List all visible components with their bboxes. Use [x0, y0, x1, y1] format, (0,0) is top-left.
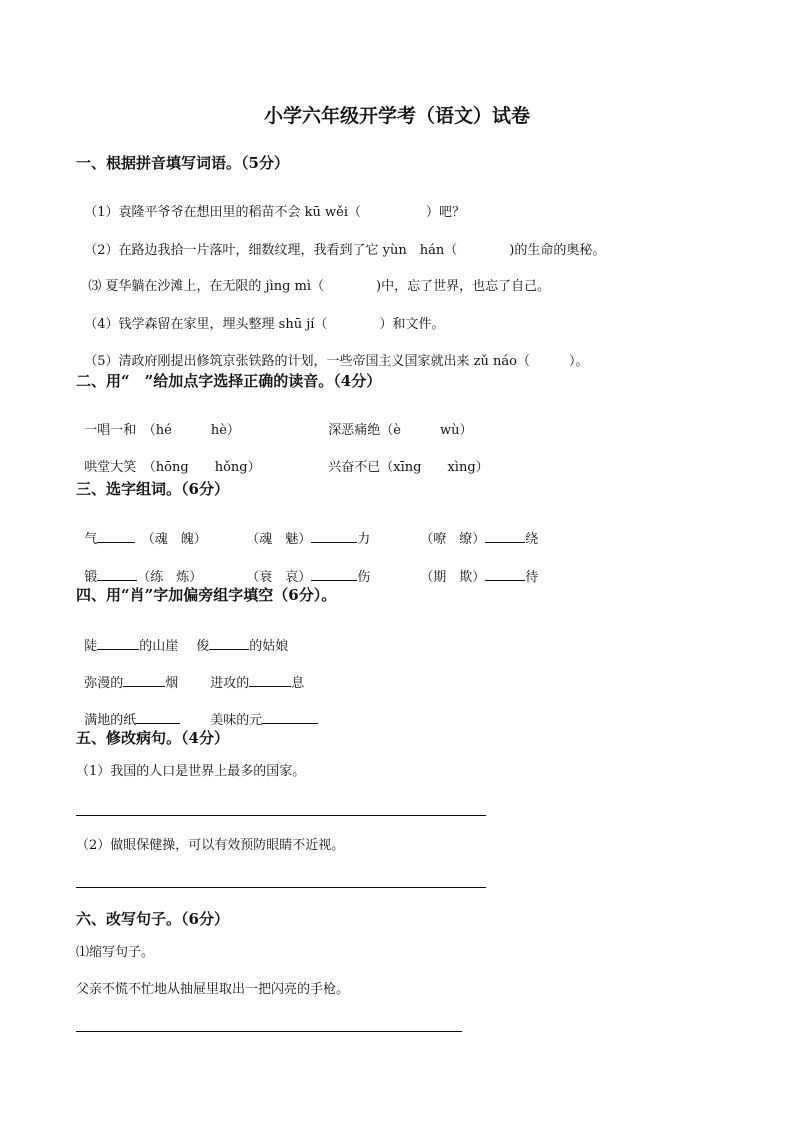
s3-r1-options-2: （魂 魅） [246, 532, 312, 547]
s2-item-2-options[interactable]: （è wù） [380, 423, 473, 438]
s3-r1-char: 气 [84, 532, 98, 547]
s1-item-3-text: ⑶ 夏华躺在沙滩上，在无限的 jìng mì（ [88, 279, 325, 294]
s2-item-1-options[interactable]: （hé hè） [149, 423, 240, 438]
s4-row1-item-1 [76, 620, 178, 655]
s3-row1-item-2 [238, 513, 370, 548]
s1-item-2-end: )的生命的奥秘。 [509, 243, 606, 258]
s4-r2-pre-2: 进攻的 [210, 676, 250, 691]
s1-item-1 [76, 189, 465, 221]
s4-row2-item-2 [202, 657, 304, 692]
s6-sentence: 父亲不慌不忙地从抽屉里取出一把闪亮的手枪。 [76, 982, 350, 997]
s6-answer-line[interactable] [76, 1031, 462, 1032]
s3-row2-item-3 [412, 551, 538, 586]
s5-item-1: （1）我国的人口是世界上最多的国家。 [76, 764, 306, 779]
s1-item-5-answer[interactable] [530, 354, 569, 369]
s3-r2-options-3: （期 欺） [420, 570, 486, 585]
s3-row1-item-1 [76, 513, 207, 548]
s1-item-3 [80, 263, 550, 295]
s3-row1-item-3 [412, 513, 538, 548]
section-5-heading: 五、修改病句。（4分） [76, 729, 229, 747]
s4-r3-pre-1: 满地的纸 [84, 713, 137, 728]
s4-r2-blank-2[interactable] [249, 673, 291, 687]
s3-r2-blank-3[interactable] [485, 567, 525, 581]
s3-row2-item-2 [238, 551, 370, 586]
s1-item-1-end: ）吧？ [426, 205, 466, 220]
section-4-heading: 四、用“肖”字加偏旁组字填空（6分）。 [76, 586, 337, 604]
s3-r1-options-1: （魂 魄） [148, 532, 207, 547]
s1-item-4 [76, 301, 444, 333]
s1-item-2-answer[interactable] [457, 243, 509, 258]
s5-answer-line-1[interactable] [76, 815, 486, 816]
s1-item-5-end: ）。 [569, 354, 589, 369]
s2-item-1[interactable] [76, 407, 240, 439]
s1-item-4-text: （4）钱学森留在家里，埋头整理 shū jí（ [84, 317, 328, 332]
s4-row2-item-1 [76, 657, 178, 692]
s4-row3-item-2 [202, 694, 318, 729]
s2-item-4-word: 兴奋不已 [328, 460, 381, 475]
s2-item-2-word: 深恶痛绝 [328, 423, 381, 438]
s1-item-3-answer[interactable] [324, 279, 376, 294]
s4-r1-pre-2: 俊 [196, 639, 210, 654]
s1-item-1-answer[interactable] [361, 205, 426, 220]
s5-answer-line-2[interactable] [76, 887, 486, 888]
s4-r3-pre-2: 美味的元 [210, 713, 263, 728]
s6-subheading: ⑴缩写句子。 [76, 945, 155, 960]
s2-item-2[interactable] [320, 407, 472, 439]
s4-r1-blank-1[interactable] [97, 636, 139, 650]
s4-r2-pre-1: 弥漫的 [84, 676, 124, 691]
s3-r2-options-1: （练 炼） [137, 570, 203, 585]
s1-item-1-text: （1）袁隆平爷爷在想田里的稻苗不会 kū wěi（ [84, 205, 362, 220]
s4-r1-post-1: 的山崖 [139, 639, 179, 654]
s1-item-3-end: )中，忘了世界，也忘了自己。 [376, 279, 551, 294]
s3-r2-char: 锻 [84, 570, 98, 585]
section-3-heading: 三、选字组词。（6分） [76, 480, 229, 498]
section-1-heading: 一、根据拼音填写词语。（5分） [76, 154, 289, 172]
s4-r2-blank-1[interactable] [123, 673, 165, 687]
s4-r3-blank-1[interactable] [136, 710, 180, 724]
s3-r2-char-3: 待 [525, 570, 539, 585]
s2-item-3[interactable] [76, 444, 261, 476]
s3-row2-item-1 [76, 551, 202, 586]
section-6-heading: 六、改写句子。（6分） [76, 910, 229, 928]
s4-row3-item-1 [76, 694, 180, 729]
s1-item-4-answer[interactable] [327, 317, 379, 332]
s3-r2-blank-2[interactable] [311, 567, 357, 581]
s2-item-4[interactable] [320, 444, 489, 476]
s1-item-4-end: ）和文件。 [379, 317, 445, 332]
s3-r1-char-2: 力 [357, 532, 371, 547]
s2-item-4-options[interactable]: （xīng xìng） [380, 460, 489, 475]
s4-r2-post-2: 息 [291, 676, 305, 691]
s4-r3-blank-2[interactable] [262, 710, 318, 724]
s4-r1-blank-2[interactable] [209, 636, 249, 650]
s1-item-5 [76, 338, 589, 370]
s4-r1-pre-1: 陡 [84, 639, 98, 654]
s3-r2-options-2: （衰 哀） [246, 570, 312, 585]
s1-item-2-text: （2）在路边我拾一片落叶，细数纹理，我看到了它 yùn hán（ [84, 243, 458, 258]
s5-item-2: （2）做眼保健操，可以有效预防眼睛不近视。 [76, 838, 345, 853]
s3-r2-char-2: 伤 [357, 570, 371, 585]
s1-item-5-text: （5）清政府刚提出修筑京张铁路的计划，一些帝国主义国家就出来 zǔ náo（ [84, 354, 530, 369]
s4-row1-item-2 [188, 620, 288, 655]
s2-item-3-options[interactable]: （hōng hǒng） [149, 460, 261, 475]
s2-item-1-word: 一唱一和 [84, 423, 137, 438]
s3-r1-blank-3[interactable] [485, 529, 525, 543]
s4-r2-post-1: 烟 [165, 676, 179, 691]
s3-r1-options-3: （嘹 缭） [420, 532, 486, 547]
s3-r1-char-3: 绕 [525, 532, 539, 547]
s1-item-2 [76, 227, 605, 259]
s3-r2-blank-1[interactable] [97, 567, 137, 581]
s2-item-3-word: 哄堂大笑 [84, 460, 137, 475]
section-2-heading: 二、用“ ”给加点字选择正确的读音。（4分） [76, 372, 382, 390]
s4-r1-post-2: 的姑娘 [249, 639, 289, 654]
exam-title: 小学六年级开学考（语文）试卷 [263, 105, 530, 127]
s3-r1-blank-1[interactable] [97, 529, 135, 543]
s3-r1-blank-2[interactable] [311, 529, 357, 543]
